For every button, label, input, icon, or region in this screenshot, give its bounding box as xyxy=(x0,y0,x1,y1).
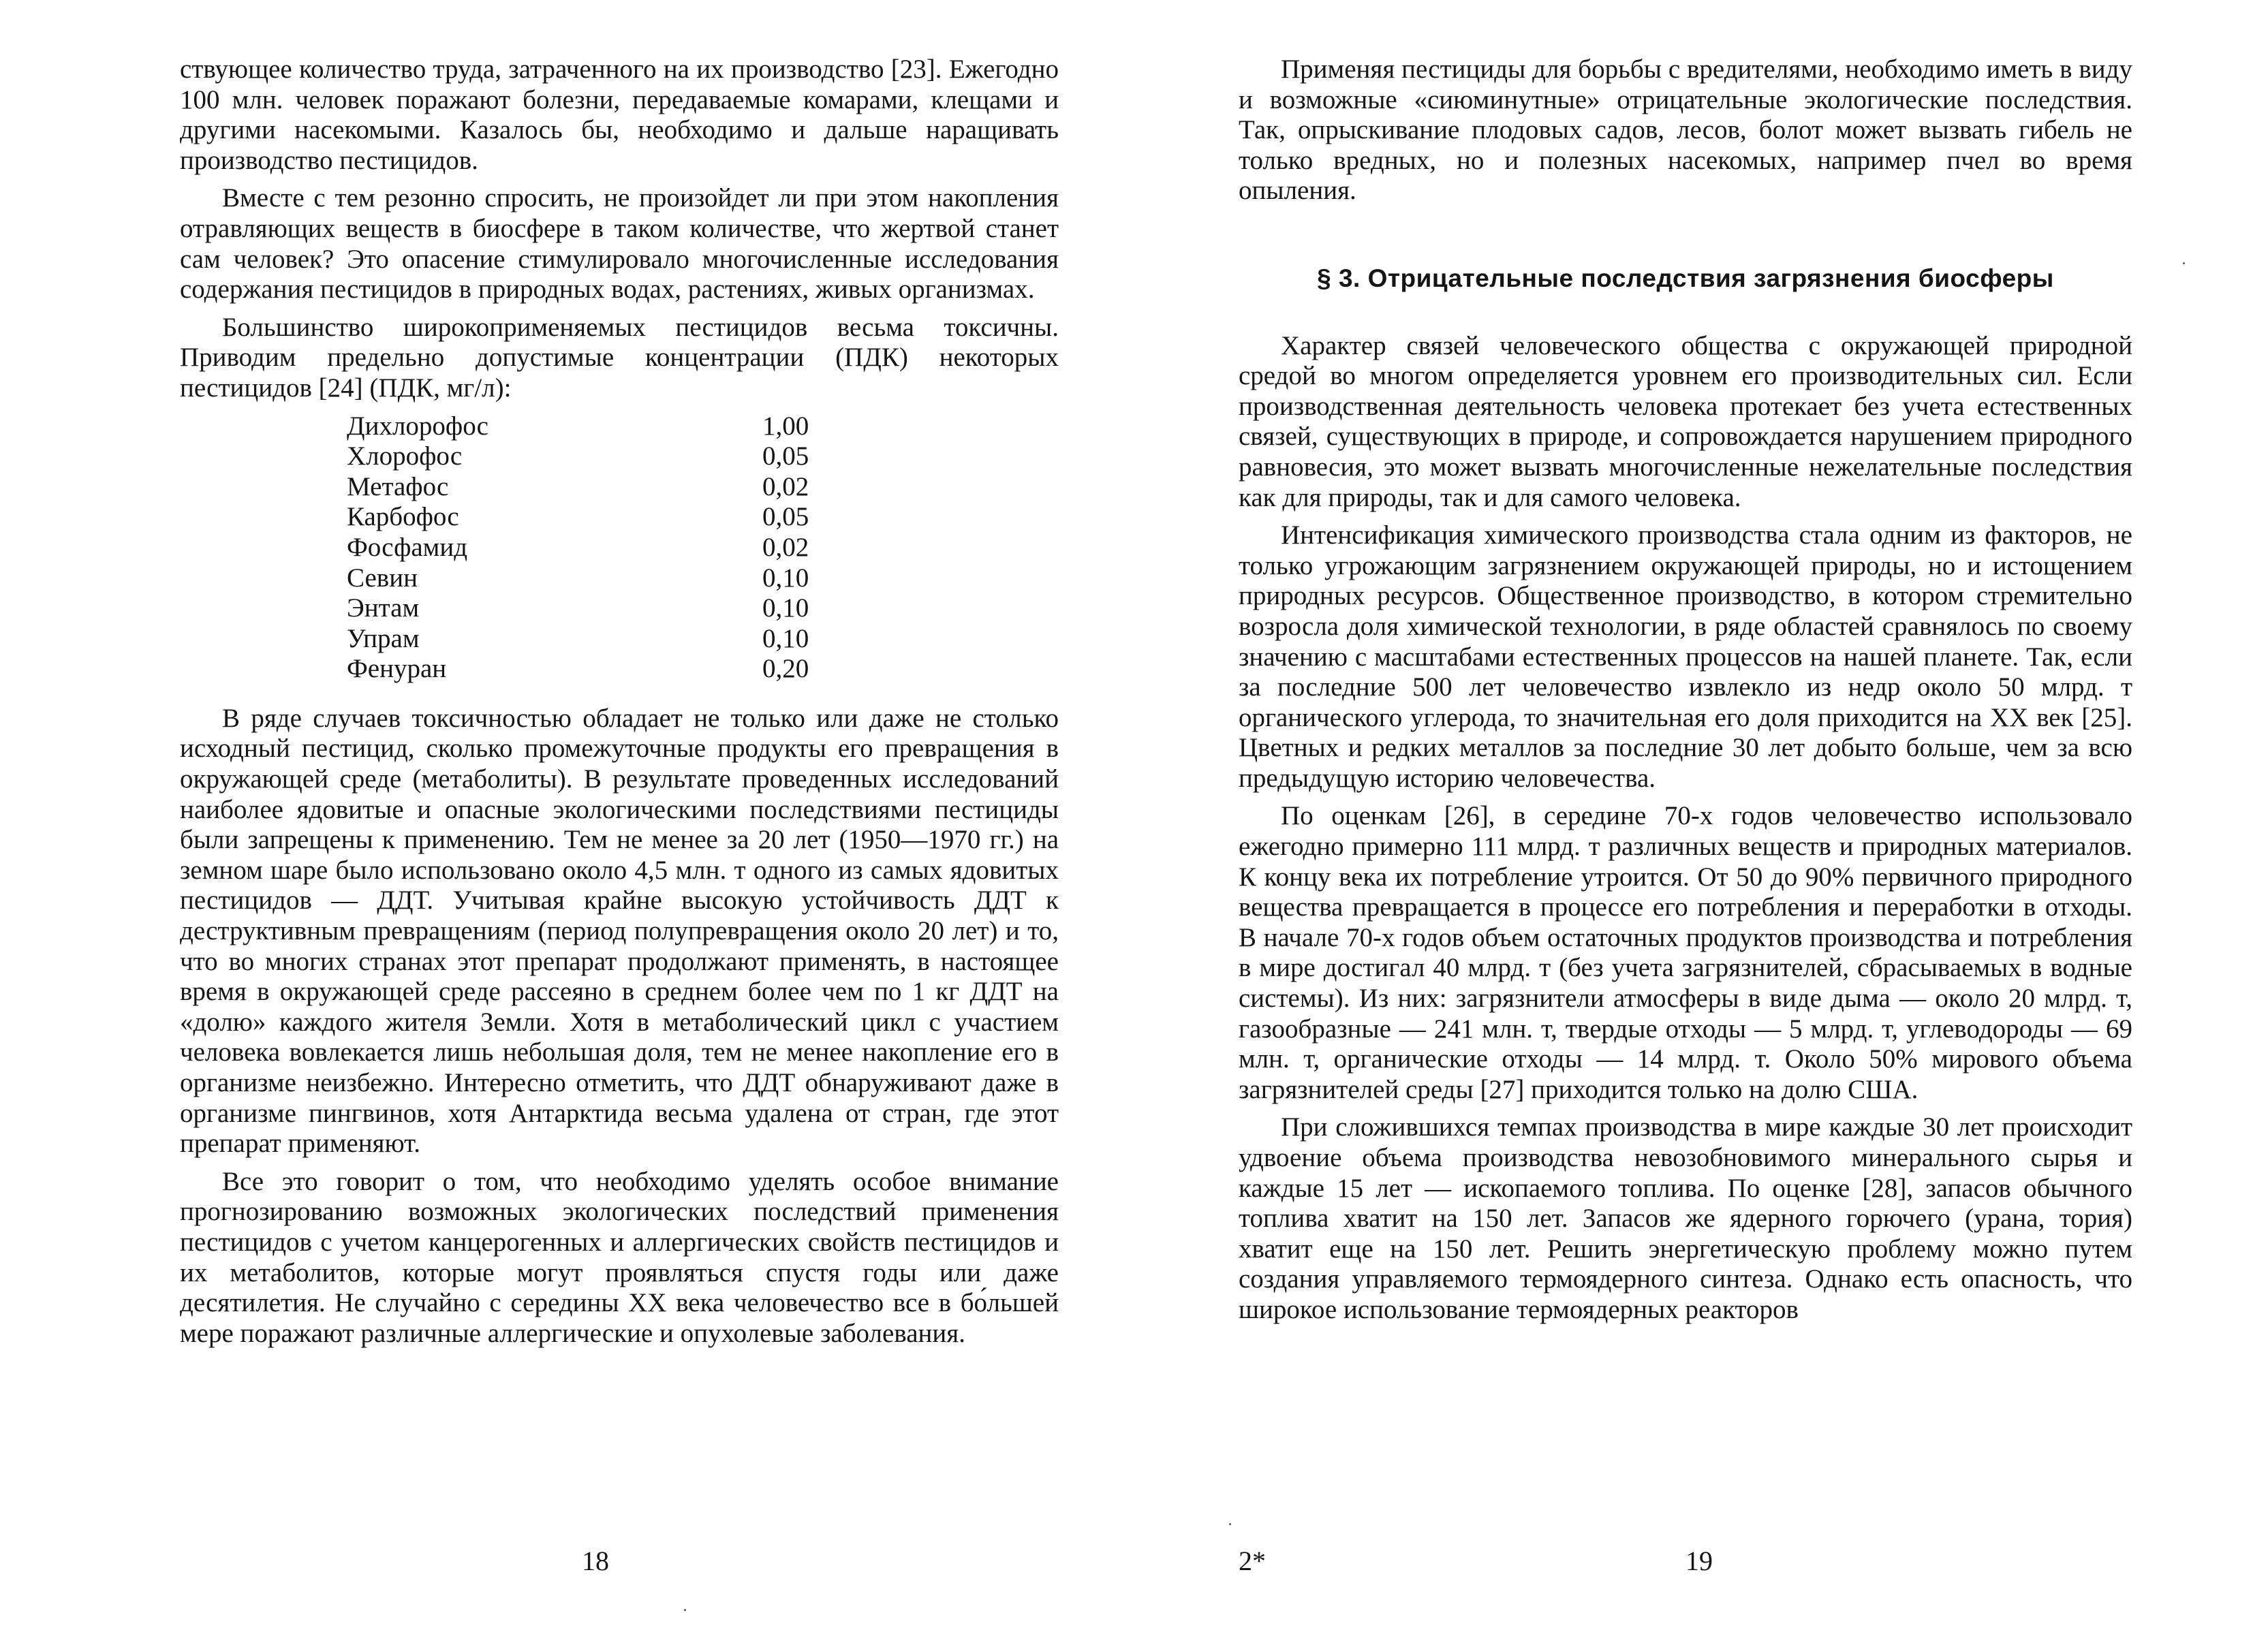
table-row xyxy=(347,593,809,624)
pesticide-name: Энтам xyxy=(347,593,420,623)
pesticide-name: Фенуран xyxy=(347,654,447,684)
section-heading: § 3. Отрицательные последствия загрязнения биосферы xyxy=(1317,264,2054,292)
pdk-value: 0,05 xyxy=(762,441,809,471)
paragraph: ствующее количество труда, затраченного на их производство [23]. Ежегодно 100 млн. человек поражают болезни, передаваемые комарами, клещами и другими насекомыми. Казалось бы, необходимо и дальше наращивать производство пестицидов. xyxy=(180,54,1059,175)
pdk-value: 0,10 xyxy=(762,563,809,593)
table-row xyxy=(347,654,809,685)
pesticide-name: Хлорофос xyxy=(347,441,463,471)
scan-speck xyxy=(1229,1523,1231,1525)
pdk-value: 0,10 xyxy=(762,623,809,653)
paragraph: Все это говорит о том, что необходимо уделять особое внимание прогнозированию возможных экологических последствий применения пестицидов с учетом канцерогенных и аллергических свойств пестицидов и их метаболитов, которые могут проявляться спустя годы или даже десятилетия. Не случайно с середины XX века человечество все в бо́льшей мере поражают различные аллергические и опухолевые заболевания. xyxy=(180,1166,1059,1348)
table-row xyxy=(347,533,809,563)
paragraph: Характер связей человеческого общества с окружающей природной средой во многом определяется уровнем его производительных сил. Если производственная деятельность человека протекает без учета естественных связей, существующих в природе, и сопровождается нарушением природного равновесия, это может вызвать многочисленные нежелательные последствия как для природы, так и для самого человека. xyxy=(1239,330,2132,512)
pesticide-name: Фосфамид xyxy=(347,532,468,562)
table-row xyxy=(347,624,809,655)
page-number: 19 xyxy=(1686,1546,1713,1576)
table-row xyxy=(347,563,809,594)
pesticide-name: Севин xyxy=(347,563,418,593)
paragraph: Вместе с тем резонно спросить, не произойдет ли при этом накопления отравляющих веществ в биосфере в таком количестве, что жертвой станет сам человек? Это опасение стимулировало многочисленные исследования содержания пестицидов в природных водах, растениях, живых организмах. xyxy=(180,183,1059,304)
pdk-value: 0,02 xyxy=(762,471,809,501)
scan-speck xyxy=(684,1609,686,1611)
paragraph: Применяя пестициды для борьбы с вредителями, необходимо иметь в виду и возможные «сиюминутные» отрицательные экологические последствия. Так, опрыскивание плодовых садов, лесов, болот может вызвать гибель не только вредных, но и полезных насекомых, например пчел во время опыления. xyxy=(1239,54,2132,206)
pesticide-name: Метафос xyxy=(347,471,449,501)
scan-speck xyxy=(2183,262,2185,264)
pdk-value: 0,05 xyxy=(762,502,809,532)
pesticide-name: Карбофос xyxy=(347,502,459,532)
table-row xyxy=(347,411,809,442)
right-page xyxy=(1134,0,2268,1643)
right-page-text xyxy=(1239,54,2132,1333)
left-page-text xyxy=(180,54,1059,1356)
paragraph: В ряде случаев токсичностью обладает не только или даже не столько исходный пестицид, сколько промежуточные продукты его превращения в окружающей среде (метаболиты). В результате проведенных исследований наиболее ядовитые и опасные экологическими последствиями пестициды были запрещены к применению. Тем не менее за 20 лет (1950—1970 гг.) на земном шаре было использовано около 4,5 млн. т одного из самых ядовитых пестицидов — ДДТ. Учитывая крайне высокую устойчивость ДДТ к деструктивным превращениям (период полупревращения около 20 лет) и то, что во многих странах этот препарат продолжают применять, в настоящее время в окружающей среде рассеяно в среднем более чем по 1 кг ДДТ на «долю» каждого жителя Земли. Хотя в метаболический цикл с участием человека вовлекается лишь небольшая доля, тем не менее накопление его в организме неизбежно. Интересно отметить, что ДДТ обнаруживают даже в организме пингвинов, хотя Антарктида весьма удалена от стран, где этот препарат применяют. xyxy=(180,703,1059,1159)
signature-mark: 2* xyxy=(1239,1546,1266,1576)
table-row xyxy=(347,502,809,533)
paragraph: Интенсификация химического производства стала одним из факторов, не только угрожающим загрязнением окружающей природы, но и истощением природных ресурсов. Общественное производство, в котором стремительно возросла доля химической технологии, в ряде областей сравнялось по своему значению с масштабами естественных процессов на нашей планете. Так, если за последние 500 лет человечество извлекло из недр около 50 млрд. т органического углерода, то значительная его доля приходится на XX век [25]. Цветных и редких металлов за последние 30 лет добыто больше, чем за всю предыдущую историю человечества. xyxy=(1239,520,2132,793)
paragraph: Большинство широкоприменяемых пестицидов весьма токсичны. Приводим предельно допустимые концентрации (ПДК) некоторых пестицидов [24] (ПДК, мг/л): xyxy=(180,312,1059,403)
table-row xyxy=(347,441,809,472)
pdk-value: 0,20 xyxy=(762,654,809,684)
paragraph: По оценкам [26], в середине 70-х годов человечество использовало ежегодно примерно 111 млрд. т различных веществ и природных материалов. К концу века их потребление утроится. От 50 до 90% первичного природного вещества превращается в процессе его потребления и переработки в отходы. В начале 70-х годов объем остаточных продуктов производства и потребления в мире достигал 40 млрд. т (без учета загрязнителей, сбрасываемых в водные системы). Из них: загрязнители атмосферы в виде дыма — около 20 млрд. т, газообразные — 241 млн. т, твердые отходы — 5 млрд. т, углеводороды — 69 млн. т, органические отходы — 14 млрд. т. Около 50% мирового объема загрязнителей среды [27] приходится только на долю США. xyxy=(1239,801,2132,1104)
paragraph: При сложившихся темпах производства в мире каждые 30 лет происходит удвоение объема производства невозобновимого минерального сырья и каждые 15 лет — ископаемого топлива. По оценке [28], запасов обычного топлива хватит на 150 лет. Запасов же ядерного горючего (урана, тория) хватит еще на 150 лет. Решить энергетическую проблему можно путем создания управляемого термоядерного синтеза. Однако есть опасность, что широкое использование термоядерных реакторов xyxy=(1239,1112,2132,1324)
pdk-table xyxy=(347,411,809,685)
pesticide-name: Дихлорофос xyxy=(347,411,488,441)
pdk-value: 0,02 xyxy=(762,532,809,562)
pdk-value: 1,00 xyxy=(762,411,809,441)
page-number: 18 xyxy=(582,1546,609,1576)
pesticide-name: Упрам xyxy=(347,623,420,653)
pdk-value: 0,10 xyxy=(762,593,809,623)
table-row xyxy=(347,472,809,503)
